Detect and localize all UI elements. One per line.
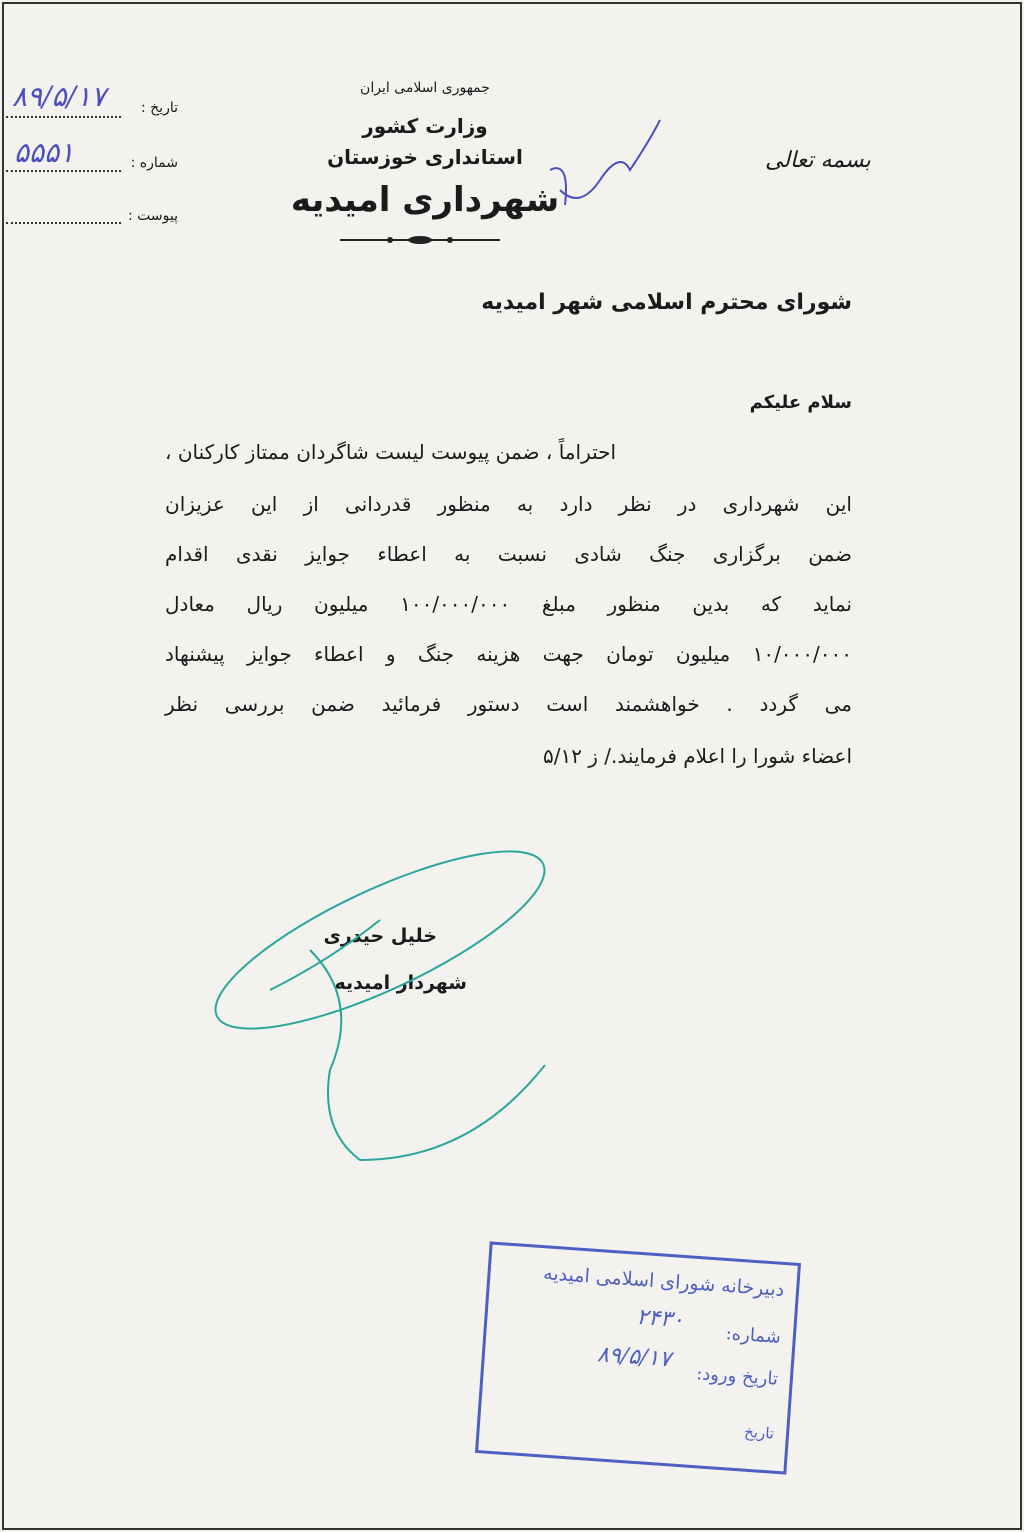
letterhead-organization: شهرداری امیدیه xyxy=(290,180,560,220)
attachment-dotted-line xyxy=(6,222,121,224)
council-receipt-stamp xyxy=(475,1241,801,1474)
date-label: تاریخ : xyxy=(140,100,178,116)
stamp-date-label: تاریخ ورود: xyxy=(695,1363,779,1390)
stamp-title: دبیرخانه شورای اسلامی امیدیه xyxy=(542,1262,785,1301)
body-line: می گردد . خواهشمند است دستور فرمائید ضمن بررسی نظر xyxy=(165,692,852,716)
stamp-number-value: ۲۴۳۰ xyxy=(635,1304,685,1334)
recipient-heading: شورای محترم اسلامی شهر امیدیه xyxy=(481,290,852,315)
number-dotted-line xyxy=(6,170,121,172)
body-line: این شهرداری در نظر دارد به منظور قدردانی از این عزیزان xyxy=(165,492,852,516)
invocation: بسمه تعالی xyxy=(765,148,871,173)
signature-scribble xyxy=(210,840,560,1170)
signer-name: خلیل حیدری xyxy=(323,925,437,947)
body-line: ۱۰/۰۰۰/۰۰۰ میلیون تومان جهت هزینه جنگ و اعطاء جوایز پیشنهاد xyxy=(165,642,852,666)
body-line: ضمن برگزاری جنگ شادی نسبت به اعطاء جوایز نقدی اقدام xyxy=(165,542,852,566)
date-dotted-line xyxy=(6,116,121,118)
number-label: شماره : xyxy=(130,155,178,171)
body-line: احتراماً ، ضمن پیوست لیست شاگردان ممتاز کارکنان ، xyxy=(165,440,617,464)
stamp-extra-label: تاریخ xyxy=(743,1422,775,1443)
date-handwritten: ۸۹/۵/۱۷ xyxy=(12,80,107,113)
ornament-divider xyxy=(340,236,500,244)
letterhead-province: استانداری خوزستان xyxy=(327,145,523,169)
handwritten-annotation xyxy=(540,110,670,220)
greeting: سلام علیکم xyxy=(749,392,852,413)
body-line: نماید که بدین منظور مبلغ ۱۰۰/۰۰۰/۰۰۰ میلیون ریال معادل xyxy=(165,592,852,616)
letterhead-ministry: وزارت کشور xyxy=(362,114,488,138)
number-handwritten: ۵۵۵۱ xyxy=(14,136,75,169)
attachment-label: پیوست : xyxy=(128,208,178,224)
stamp-date-value: ۸۹/۵/۱۷ xyxy=(596,1342,672,1373)
body-line: اعضاء شورا را اعلام فرمایند./ ز ۵/۱۲ xyxy=(542,744,852,768)
signer-title: شهردار امیدیه xyxy=(334,972,467,994)
stamp-number-label: شماره: xyxy=(725,1323,782,1348)
letterhead-country: جمهوری اسلامی ایران xyxy=(360,80,490,96)
